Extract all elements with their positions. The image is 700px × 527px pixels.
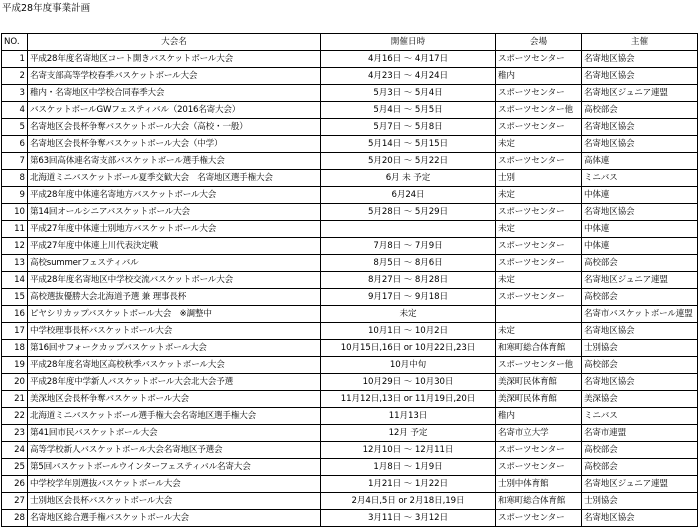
table-row: [2, 510, 698, 527]
table-row: [2, 289, 698, 306]
table-row: [2, 51, 698, 68]
header-row: [2, 34, 698, 51]
event-host-cell: 高校部会: [582, 357, 698, 374]
event-dates-cell: 未定: [321, 306, 496, 323]
event-dates-cell: 9月17日 ～ 9月18日: [321, 289, 496, 306]
event-dates-cell: 8月27日 ～ 8月28日: [321, 272, 496, 289]
event-dates-cell: 5月14日 ～ 5月15日: [321, 136, 496, 153]
table-row: [2, 272, 698, 289]
event-dates-cell: 1月8日 ～ 1月9日: [321, 459, 496, 476]
event-host-cell: 名寄市バスケットボール連盟: [582, 306, 698, 323]
row-number: 3: [2, 85, 28, 102]
event-venue-cell: スポーツセンター: [496, 85, 582, 102]
event-host-cell: 名寄地区協会: [582, 323, 698, 340]
event-host-cell: 高校部会: [582, 459, 698, 476]
event-venue-cell: 未定: [496, 272, 582, 289]
event-dates-cell: 2月4日,5日 or 2月18日,19日: [321, 493, 496, 510]
row-number: 9: [2, 187, 28, 204]
document-title: 平成28年度事業計画: [2, 3, 91, 14]
event-venue-cell: 未定: [496, 136, 582, 153]
row-number: 19: [2, 357, 28, 374]
column-header-dates: 開催日時: [321, 34, 496, 51]
event-dates-cell: 5月4日 ～ 5月5日: [321, 102, 496, 119]
event-dates-cell: 10月1日 ～ 10月2日: [321, 323, 496, 340]
event-venue-cell: スポーツセンター: [496, 119, 582, 136]
row-number: 12: [2, 238, 28, 255]
row-number: 27: [2, 493, 28, 510]
event-name-cell: 北海道ミニバスケットボール選手権大会名寄地区選手権大会: [28, 408, 321, 425]
event-dates-cell: 5月7日 ～ 5月8日: [321, 119, 496, 136]
event-dates-cell: 5月28日 ～ 5月29日: [321, 204, 496, 221]
event-host-cell: 高体連: [582, 153, 698, 170]
event-name-cell: 平成28年度中学新人バスケットボール大会北大会予選: [28, 374, 321, 391]
event-name-cell: 第63回高体連名寄支部バスケットボール選手権大会: [28, 153, 321, 170]
event-name-cell: 名寄支部高等学校春季バスケットボール大会: [28, 68, 321, 85]
event-venue-cell: 稚内: [496, 68, 582, 85]
event-name-cell: 第16回サフォークカップバスケットボール大会: [28, 340, 321, 357]
event-host-cell: 高校部会: [582, 442, 698, 459]
event-venue-cell: スポーツセンター他: [496, 357, 582, 374]
event-name-cell: 稚内・名寄地区中学校合同春季大会: [28, 85, 321, 102]
event-venue-cell: スポーツセンター: [496, 255, 582, 272]
event-host-cell: 名寄地区協会: [582, 119, 698, 136]
event-name-cell: 高校summerフェスティバル: [28, 255, 321, 272]
event-name-cell: 美深地区会長杯争奪バスケットボール大会: [28, 391, 321, 408]
table-row: [2, 306, 698, 323]
table-row: [2, 238, 698, 255]
event-name-cell: 名寄地区会長杯争奪バスケットボール大会（中学）: [28, 136, 321, 153]
table-row: [2, 340, 698, 357]
event-name-cell: 平成27年度中体連士別地方バスケットボール大会: [28, 221, 321, 238]
event-host-cell: 名寄地区協会: [582, 374, 698, 391]
event-dates-cell: 12月10日 ～ 12月11日: [321, 442, 496, 459]
event-name-cell: 名寄地区総合選手権バスケットボール大会: [28, 510, 321, 527]
event-dates-cell: 10月15日,16日 or 10月22日,23日: [321, 340, 496, 357]
table-body: [2, 51, 698, 527]
table-row: [2, 119, 698, 136]
table-row: [2, 391, 698, 408]
event-host-cell: 高校部会: [582, 255, 698, 272]
event-dates-cell: 5月3日 ～ 5月4日: [321, 85, 496, 102]
table-row: [2, 187, 698, 204]
event-host-cell: 名寄地区協会: [582, 510, 698, 527]
event-host-cell: 名寄地区ジュニア連盟: [582, 272, 698, 289]
row-number: 21: [2, 391, 28, 408]
event-name-cell: 中学校学年別選抜バスケットボール大会: [28, 476, 321, 493]
table-row: [2, 153, 698, 170]
row-number: 25: [2, 459, 28, 476]
event-host-cell: 名寄地区協会: [582, 204, 698, 221]
table-row: [2, 476, 698, 493]
event-venue-cell: 士別中体育館: [496, 476, 582, 493]
event-venue-cell: 稚内: [496, 408, 582, 425]
table-row: [2, 102, 698, 119]
event-venue-cell: 未定: [496, 221, 582, 238]
event-venue-cell: 和寒町総合体育館: [496, 340, 582, 357]
event-dates-cell: 3月11日 ～ 3月12日: [321, 510, 496, 527]
event-venue-cell: スポーツセンター: [496, 442, 582, 459]
event-venue-cell: スポーツセンター他: [496, 102, 582, 119]
event-name-cell: 平成28年度名寄地区中学校交流バスケットボール大会: [28, 272, 321, 289]
event-host-cell: 名寄地区ジュニア連盟: [582, 85, 698, 102]
event-venue-cell: スポーツセンター: [496, 238, 582, 255]
event-name-cell: 平成27年度中体連上川代表決定戦: [28, 238, 321, 255]
row-number: 10: [2, 204, 28, 221]
event-host-cell: 中体連: [582, 187, 698, 204]
table-row: [2, 85, 698, 102]
event-host-cell: 名寄地区ジュニア連盟: [582, 476, 698, 493]
table-row: [2, 255, 698, 272]
event-name-cell: 北海道ミニバスケットボール夏季交歓大会 名寄地区選手権大会: [28, 170, 321, 187]
column-header-venue: 会場: [496, 34, 582, 51]
event-name-cell: 平成28年度名寄地区コート開きバスケットボール大会: [28, 51, 321, 68]
event-dates-cell: [321, 221, 496, 238]
table-row: [2, 425, 698, 442]
event-venue-cell: スポーツセンター: [496, 289, 582, 306]
event-venue-cell: スポーツセンター: [496, 459, 582, 476]
event-venue-cell: 名寄市立大学: [496, 425, 582, 442]
row-number: 16: [2, 306, 28, 323]
row-number: 22: [2, 408, 28, 425]
event-venue-cell: 未定: [496, 323, 582, 340]
event-name-cell: 平成28年度名寄地区高校秋季バスケットボール大会: [28, 357, 321, 374]
event-venue-cell: 和寒町総合体育館: [496, 493, 582, 510]
event-host-cell: 中体連: [582, 221, 698, 238]
event-host-cell: 高校部会: [582, 102, 698, 119]
table-row: [2, 408, 698, 425]
event-dates-cell: 11月12日,13日 or 11月19日,20日: [321, 391, 496, 408]
row-number: 1: [2, 51, 28, 68]
event-dates-cell: 6月24日: [321, 187, 496, 204]
row-number: 11: [2, 221, 28, 238]
event-name-cell: 第14回オールシニアバスケットボール大会: [28, 204, 321, 221]
row-number: 23: [2, 425, 28, 442]
row-number: 18: [2, 340, 28, 357]
event-name-cell: バスケットボールGWフェスティバル（2016名寄大会）: [28, 102, 321, 119]
event-host-cell: 名寄地区協会: [582, 51, 698, 68]
row-number: 20: [2, 374, 28, 391]
event-host-cell: ミニバス: [582, 408, 698, 425]
event-host-cell: 士別協会: [582, 493, 698, 510]
row-number: 8: [2, 170, 28, 187]
event-name-cell: 平成28年度中体連名寄地方バスケットボール大会: [28, 187, 321, 204]
table-row: [2, 170, 698, 187]
event-venue-cell: 未定: [496, 187, 582, 204]
event-host-cell: 名寄地区協会: [582, 136, 698, 153]
table-row: [2, 493, 698, 510]
event-venue-cell: スポーツセンター: [496, 204, 582, 221]
row-number: 13: [2, 255, 28, 272]
event-venue-cell: [496, 306, 582, 323]
event-host-cell: 高校部会: [582, 289, 698, 306]
event-dates-cell: 5月20日 ～ 5月22日: [321, 153, 496, 170]
event-dates-cell: 4月23日 ～ 4月24日: [321, 68, 496, 85]
table-row: [2, 442, 698, 459]
table-row: [2, 459, 698, 476]
column-header-no: NO.: [2, 34, 28, 51]
row-number: 4: [2, 102, 28, 119]
row-number: 15: [2, 289, 28, 306]
table-row: [2, 323, 698, 340]
event-dates-cell: 10月中旬: [321, 357, 496, 374]
row-number: 28: [2, 510, 28, 527]
table-row: [2, 68, 698, 85]
event-name-cell: 高校選抜優勝大会北海道予選 兼 理事長杯: [28, 289, 321, 306]
table-header: [2, 34, 698, 51]
event-name-cell: 中学校理事長杯バスケットボール大会: [28, 323, 321, 340]
row-number: 17: [2, 323, 28, 340]
event-host-cell: ミニバス: [582, 170, 698, 187]
table-row: [2, 136, 698, 153]
event-venue-cell: スポーツセンター: [496, 153, 582, 170]
row-number: 24: [2, 442, 28, 459]
event-dates-cell: 4月16日 ～ 4月17日: [321, 51, 496, 68]
column-header-name: 大会名: [28, 34, 321, 51]
row-number: 7: [2, 153, 28, 170]
event-host-cell: 士別協会: [582, 340, 698, 357]
event-name-cell: ピヤシリカップバスケットボール大会 ※調整中: [28, 306, 321, 323]
event-host-cell: 名寄市連盟: [582, 425, 698, 442]
event-venue-cell: スポーツセンター: [496, 51, 582, 68]
event-dates-cell: 1月21日 ～ 1月22日: [321, 476, 496, 493]
row-number: 2: [2, 68, 28, 85]
event-venue-cell: 美深町民体育館: [496, 391, 582, 408]
event-name-cell: 第41回市民バスケットボール大会: [28, 425, 321, 442]
event-host-cell: 名寄地区協会: [582, 68, 698, 85]
event-host-cell: 美深協会: [582, 391, 698, 408]
row-number: 5: [2, 119, 28, 136]
event-name-cell: 高等学校新人バスケットボール大会名寄地区予選会: [28, 442, 321, 459]
event-host-cell: 中体連: [582, 238, 698, 255]
row-number: 6: [2, 136, 28, 153]
table-row: [2, 204, 698, 221]
event-name-cell: 名寄地区会長杯争奪バスケットボール大会（高校・一般）: [28, 119, 321, 136]
row-number: 26: [2, 476, 28, 493]
event-dates-cell: 6月 未 予定: [321, 170, 496, 187]
event-dates-cell: 10月29日 ～ 10月30日: [321, 374, 496, 391]
event-name-cell: 第5回バスケットボールウインターフェスティバル名寄大会: [28, 459, 321, 476]
table-row: [2, 221, 698, 238]
table-row: [2, 357, 698, 374]
event-dates-cell: 11月13日: [321, 408, 496, 425]
event-venue-cell: 美深町民体育館: [496, 374, 582, 391]
column-header-host: 主催: [582, 34, 698, 51]
event-dates-cell: 8月5日 ～ 8月6日: [321, 255, 496, 272]
event-venue-cell: 士別: [496, 170, 582, 187]
table-row: [2, 374, 698, 391]
event-schedule-table: [1, 33, 698, 527]
event-name-cell: 士別地区会長杯バスケットボール大会: [28, 493, 321, 510]
row-number: 14: [2, 272, 28, 289]
event-dates-cell: 12月 予定: [321, 425, 496, 442]
event-dates-cell: 7月8日 ～ 7月9日: [321, 238, 496, 255]
event-venue-cell: スポーツセンター: [496, 510, 582, 527]
